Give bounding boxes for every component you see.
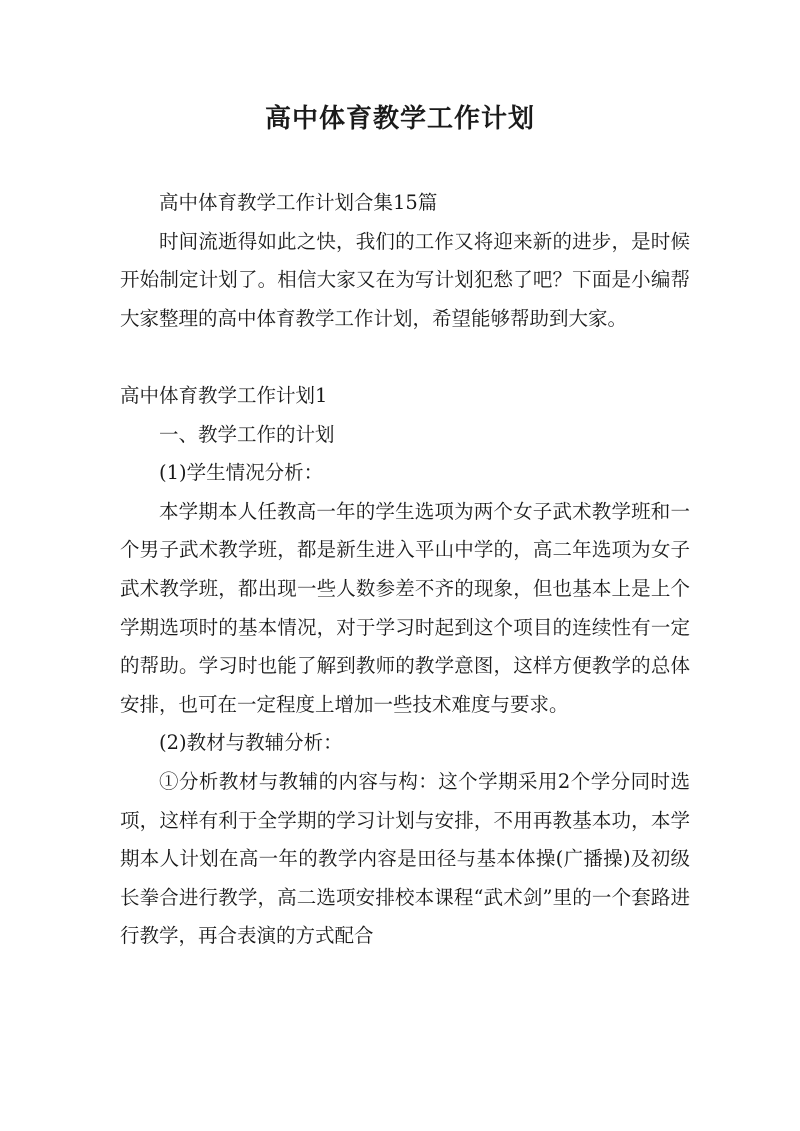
materials-analysis-paragraph: ①分析教材与教辅的内容与构：这个学期采用2个学分同时选项，这样有利于全学期的学习计划与安排，不用再教基本功，本学期本人计划在高一年的教学内容是田径与基本体操(广播操)及初级长拳合进行教学，高二选项安排校本课程“武术剑”里的一个套路进行教学，再合表演的方式配合	[120, 769, 690, 948]
students-analysis-paragraph: 本学期本人任教高一年的学生选项为两个女子武术教学班和一个男子武术教学班，都是新生进入平山中学的，高二年选项为女子武术教学班，都出现一些人数参差不齐的现象，但也基本上是上个学期选项时的基本情况，对于学习时起到这个项目的连续性有一定的帮助。学习时也能了解到教师的教学意图，这样方便教学的总体安排，也可在一定程度上增加一些技术难度与要求。	[120, 499, 690, 716]
item-heading-students: (1)学生情况分析：	[159, 461, 324, 485]
collection-subtitle: 高中体育教学工作计划合集15篇	[159, 191, 438, 214]
intro-paragraph: 时间流逝得如此之快，我们的工作又将迎来新的进步，是时候开始制定计划了。相信大家又在为写计划犯愁了吧？下面是小编帮大家整理的高中体育教学工作计划，希望能够帮助到大家。	[120, 229, 690, 330]
document-body	[120, 184, 690, 956]
subsection-heading: 一、教学工作的计划	[159, 422, 335, 446]
paragraph-spacer	[120, 338, 690, 377]
item-heading-materials: (2)教材与教辅分析：	[159, 731, 343, 755]
document-title: 高中体育教学工作计划	[264, 104, 535, 134]
section-heading: 高中体育教学工作计划1	[120, 383, 328, 407]
